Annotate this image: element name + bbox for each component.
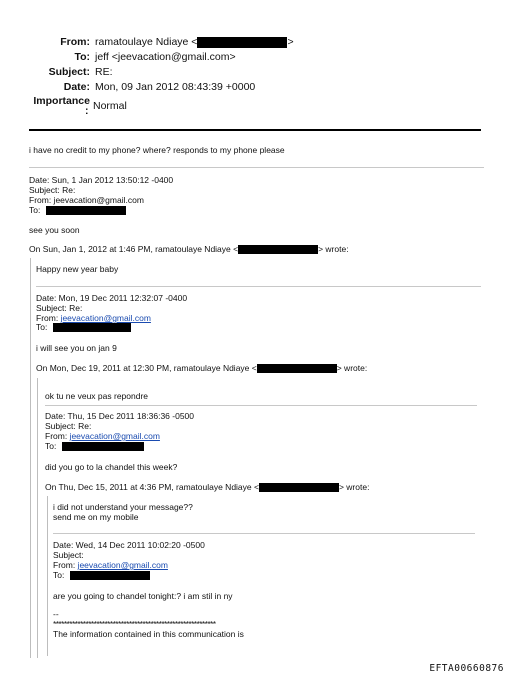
redacted-email — [197, 37, 287, 48]
redacted-email — [46, 206, 126, 215]
importance-value: Normal — [93, 100, 127, 112]
divider — [53, 533, 475, 534]
quote3-text1: i did not understand your message?? — [53, 502, 193, 512]
msg3-from-link[interactable]: jeevacation@gmail.com — [60, 313, 151, 323]
msg5-text: are you going to chandel tonight:? i am stil in ny — [53, 591, 233, 601]
msg4-to-row — [45, 441, 144, 452]
msg5-to-row — [53, 570, 150, 581]
quote2-intro-row — [36, 363, 367, 374]
redacted-email — [259, 483, 339, 492]
redacted-email — [53, 323, 131, 332]
quote3-intro-row — [45, 482, 369, 493]
importance-label: Importance — [33, 95, 90, 107]
redacted-email — [70, 571, 150, 580]
msg3-to: To: — [36, 322, 48, 332]
date-value: Mon, 09 Jan 2012 08:43:39 +0000 — [95, 81, 256, 93]
msg2-to-row — [29, 205, 126, 216]
msg5-date: Date: Wed, 14 Dec 2011 10:02:20 -0500 — [53, 540, 205, 550]
msg5-to: To: — [53, 570, 65, 580]
importance-colon: : — [85, 105, 89, 117]
quote-bar-3 — [47, 496, 48, 656]
redacted-email — [62, 442, 144, 451]
from-name: ramatoulaye Ndiaye < — [95, 36, 198, 48]
msg2-date: Date: Sun, 1 Jan 2012 13:50:12 -0400 — [29, 175, 174, 185]
to-value: jeff <jeevacation@gmail.com> — [95, 51, 236, 63]
msg4-from-row — [45, 431, 160, 442]
msg4-from-label: From: — [45, 431, 70, 441]
to-label: To: — [74, 51, 90, 63]
quote3-wrote: > wrote: — [338, 482, 370, 492]
from-value — [95, 36, 294, 49]
msg4-from-link[interactable]: jeevacation@gmail.com — [69, 431, 160, 441]
header-rule — [29, 129, 481, 131]
signature-stars: ************************************************************ — [53, 619, 216, 629]
msg5-from-label: From: — [53, 560, 78, 570]
msg4-subject: Subject: Re: — [45, 421, 92, 431]
msg2-from: From: jeevacation@gmail.com — [29, 195, 144, 205]
subject-label: Subject: — [48, 66, 90, 78]
divider — [29, 167, 484, 168]
signature-info: The information contained in this communication is — [53, 629, 244, 639]
quote3-intro: On Thu, Dec 15, 2011 at 4:36 PM, ramatoulaye Ndiaye < — [45, 482, 259, 492]
from-close: > — [287, 36, 294, 48]
quote-bar-2 — [37, 378, 38, 658]
msg4-date: Date: Thu, 15 Dec 2011 18:36:36 -0500 — [45, 411, 195, 421]
redacted-email — [238, 245, 318, 254]
msg3-text: i will see you on jan 9 — [36, 343, 117, 353]
msg5-subject: Subject: — [53, 550, 84, 560]
msg3-subject: Subject: Re: — [36, 303, 83, 313]
divider — [45, 405, 477, 406]
msg5-from-link[interactable]: jeevacation@gmail.com — [77, 560, 168, 570]
msg3-to-row — [36, 322, 131, 333]
date-label: Date: — [63, 81, 90, 93]
quote1-intro: On Sun, Jan 1, 2012 at 1:46 PM, ramatoulaye Ndiaye < — [29, 244, 239, 254]
quote2-wrote: > wrote: — [336, 363, 368, 373]
redacted-email — [257, 364, 337, 373]
quote1-text: Happy new year baby — [36, 264, 119, 274]
msg4-text: did you go to la chandel this week? — [45, 462, 178, 472]
message-text: i have no credit to my phone? where? responds to my phone please — [29, 145, 285, 155]
quote-bar-1 — [30, 258, 31, 658]
quote2-intro: On Mon, Dec 19, 2011 at 12:30 PM, ramatoulaye Ndiaye < — [36, 363, 257, 373]
msg5-from-row — [53, 560, 168, 571]
msg4-to: To: — [45, 441, 57, 451]
msg2-text: see you soon — [29, 225, 80, 235]
divider — [36, 286, 481, 287]
quote2-text: ok tu ne veux pas repondre — [45, 391, 149, 401]
msg2-to: To: — [29, 205, 41, 215]
document-id: EFTA00660876 — [429, 663, 504, 674]
subject-value: RE: — [95, 66, 113, 78]
from-label: From: — [60, 36, 90, 48]
msg3-date: Date: Mon, 19 Dec 2011 12:32:07 -0400 — [36, 293, 188, 303]
msg2-subject: Subject: Re: — [29, 185, 76, 195]
quote3-text2: send me on my mobile — [53, 512, 139, 522]
quote1-intro-row — [29, 244, 349, 255]
quote1-wrote: > wrote: — [318, 244, 349, 254]
msg3-from-label: From: — [36, 313, 61, 323]
signature-dashes: -- — [53, 609, 59, 619]
